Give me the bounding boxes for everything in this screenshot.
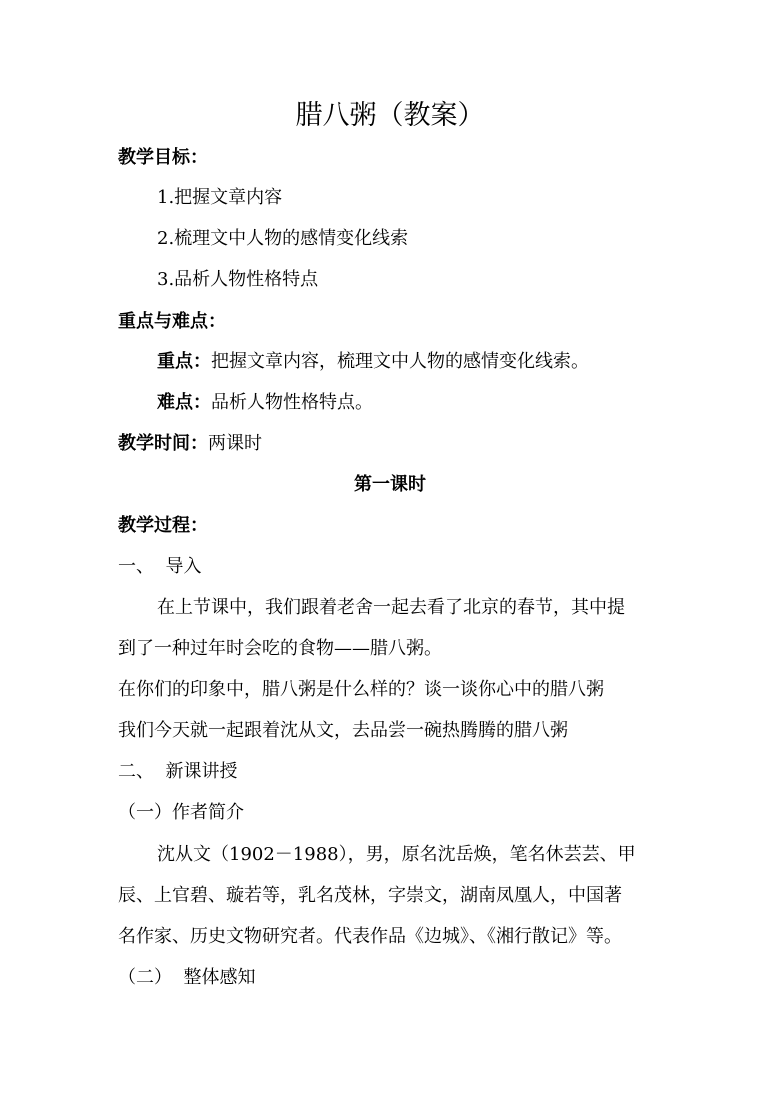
objective-item: 3.品析人物性格特点: [157, 269, 319, 290]
difficulty-line: [157, 391, 373, 415]
objectives-heading: 教学目标：: [118, 147, 208, 168]
intro-question-line: 在你们的印象中，腊八粥是什么样的？谈一谈你心中的腊八粥: [118, 679, 604, 700]
intro-paragraph-line: 到了一种过年时会吃的食物——腊八粥。: [118, 638, 442, 659]
teaching-time-label: 教学时间：: [118, 433, 208, 454]
author-paragraph-line: 名作家、历史文物研究者。代表作品《边城》、《湘行散记》等。: [118, 926, 622, 947]
intro-paragraph-line: 在上节课中，我们跟着老舍一起去看了北京的春节，其中提: [157, 597, 625, 618]
objective-item: 1.把握文章内容: [157, 187, 283, 208]
teaching-time-value: 两课时: [208, 433, 262, 454]
section-heading-intro: 一、 导入: [118, 556, 202, 577]
process-heading: 教学过程：: [118, 515, 208, 536]
focus-line: [157, 350, 589, 374]
intro-closing-line: 我们今天就一起跟着沈从文，去品尝一碗热腾腾的腊八粥: [118, 720, 568, 741]
difficulty-text: 品析人物性格特点。: [211, 392, 373, 413]
key-points-heading: 重点与难点：: [118, 311, 226, 332]
subsection-heading-overview: （二） 整体感知: [118, 967, 256, 988]
focus-text: 把握文章内容，梳理文中人物的感情变化线索。: [211, 351, 589, 372]
author-paragraph-line: 沈从文（1902－1988），男，原名沈岳焕，笔名休芸芸、甲: [157, 844, 636, 865]
lesson-heading: 第一课时: [354, 474, 426, 495]
objective-item: 2.梳理文中人物的感情变化线索: [157, 228, 409, 249]
difficulty-label: 难点：: [157, 392, 211, 413]
document-title: 腊八粥（教案）: [295, 100, 485, 131]
subsection-heading-author: （一）作者简介: [118, 802, 244, 823]
author-paragraph-line: 辰、上官碧、璇若等，乳名茂林，字崇文，湖南凤凰人，中国著: [118, 885, 622, 906]
focus-label: 重点：: [157, 351, 211, 372]
section-heading-new-lesson: 二、 新课讲授: [118, 761, 238, 782]
teaching-time-line: [118, 432, 262, 456]
